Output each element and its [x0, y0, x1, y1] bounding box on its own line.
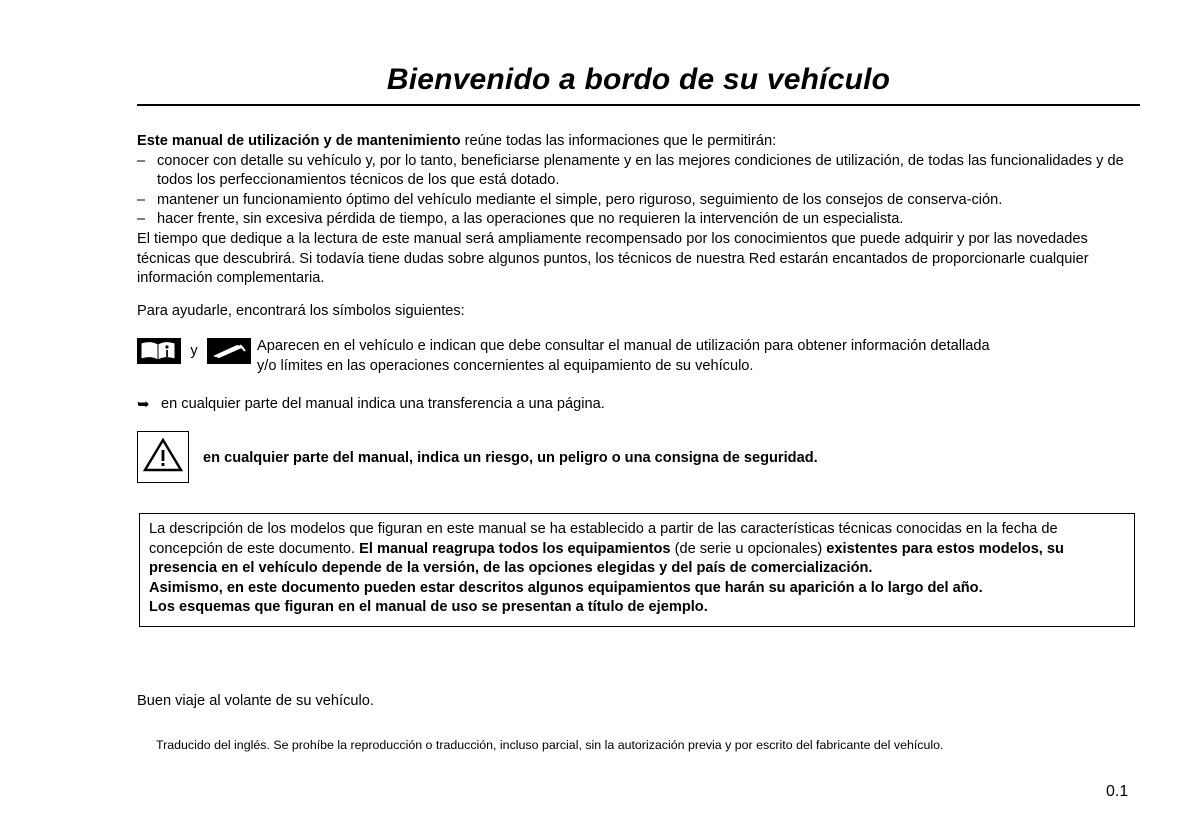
symbol-conjunction: y [190, 343, 198, 360]
framed-note [139, 513, 1135, 627]
page-title: Bienvenido a bordo de su vehículo [386, 63, 891, 96]
dash-marker: – [137, 191, 146, 208]
warning-triangle-icon [137, 431, 189, 483]
note-text-a: La descripción de los modelos que figuran en este manual se ha establecido a partir de las características técnicas conocidas en la fecha de concepción de este documento. [149, 521, 1058, 557]
dash-marker: – [137, 211, 146, 228]
intro-paragraph [137, 132, 1145, 152]
spacer [137, 289, 1145, 302]
legal-notice: Traducido del inglés. Se prohíbe la reproducción o traducción, incluso parcial, sin la autorización previa y por escrito del fabricante del vehículo. [156, 738, 944, 752]
list-item [137, 152, 1145, 191]
list-item-text: hacer frente, sin excesiva pérdida de tiempo, a las operaciones que no requieren la intervención de un especialista. [157, 211, 904, 228]
title-divider [137, 104, 1140, 106]
page-title-wrap [137, 60, 1140, 100]
symbols-lead: Para ayudarle, encontrará los símbolos siguientes: [137, 302, 465, 319]
warning-legend-text: en cualquier parte del manual, indica un riesgo, un peligro o una consigna de seguridad. [203, 449, 818, 466]
dash-marker: – [137, 152, 146, 169]
bullet-list [137, 152, 1145, 230]
list-item [137, 210, 1145, 230]
paragraph-after-bullets: El tiempo que dedique a la lectura de este manual será ampliamente recompensado por los conocimientos que puede adquirir y por las novedades técnicas que descubrirá. Si todavía tiene dudas sobre algunos puntos, los técnicos de nuestra Red estarán encantados de proporcionarle cualquier información complementaria. [137, 230, 1089, 287]
document-body [137, 132, 1145, 483]
note-paragraph-1 [149, 520, 1125, 579]
symbol-legend-line2: y/o límites en las operaciones concernientes al equipamiento de su vehículo. [257, 357, 754, 374]
symbol-legend-row [137, 337, 1145, 381]
intro-rest: reúne todas las informaciones que le permitirán: [460, 133, 777, 149]
note-bold-b: existentes para estos modelos, su presencia en el vehículo depende de la versión, de las opciones elegidas y del país de comercialización. [149, 540, 1064, 577]
note-paragraph-3 [149, 598, 1125, 618]
symbol-legend-text [137, 337, 1145, 376]
note-text-b: (de serie u opcionales) [670, 540, 827, 557]
closing-line: Buen viaje al volante de su vehículo. [137, 693, 374, 709]
note-bold-2: Asimismo, en este documento pueden estar descritos algunos equipamientos que harán su aparición a lo largo del año. [149, 579, 983, 596]
warning-legend-row [137, 431, 1145, 483]
arrow-legend-row [137, 395, 1145, 415]
note-bold-3: Los esquemas que figuran en el manual de uso se presentan a título de ejemplo. [149, 599, 708, 616]
arrow-curve-right-icon: ➥ [137, 396, 150, 414]
note-paragraph-2 [149, 579, 1125, 599]
list-item [137, 191, 1145, 211]
page-number: 0.1 [1106, 783, 1129, 800]
note-bold-a: El manual reagrupa todos los equipamientos [359, 540, 671, 557]
intro-bold-lead: Este manual de utilización y de mantenimiento [137, 133, 461, 149]
list-item-text: mantener un funcionamiento óptimo del vehículo mediante el simple, pero riguroso, seguimiento de los consejos de conserva-ción. [157, 191, 1003, 208]
list-item-text: conocer con detalle su vehículo y, por lo tanto, beneficiarse plenamente y en las mejores condiciones de utilización, de todas las funcionalidades y de todos los perfeccionamientos técnicos de los que está dotado. [157, 152, 1124, 189]
symbol-legend-line1: Aparecen en el vehículo e indican que debe consultar el manual de utilización para obtener información detallada [257, 338, 990, 355]
arrow-legend-text: en cualquier parte del manual indica una transferencia a una página. [161, 396, 605, 413]
